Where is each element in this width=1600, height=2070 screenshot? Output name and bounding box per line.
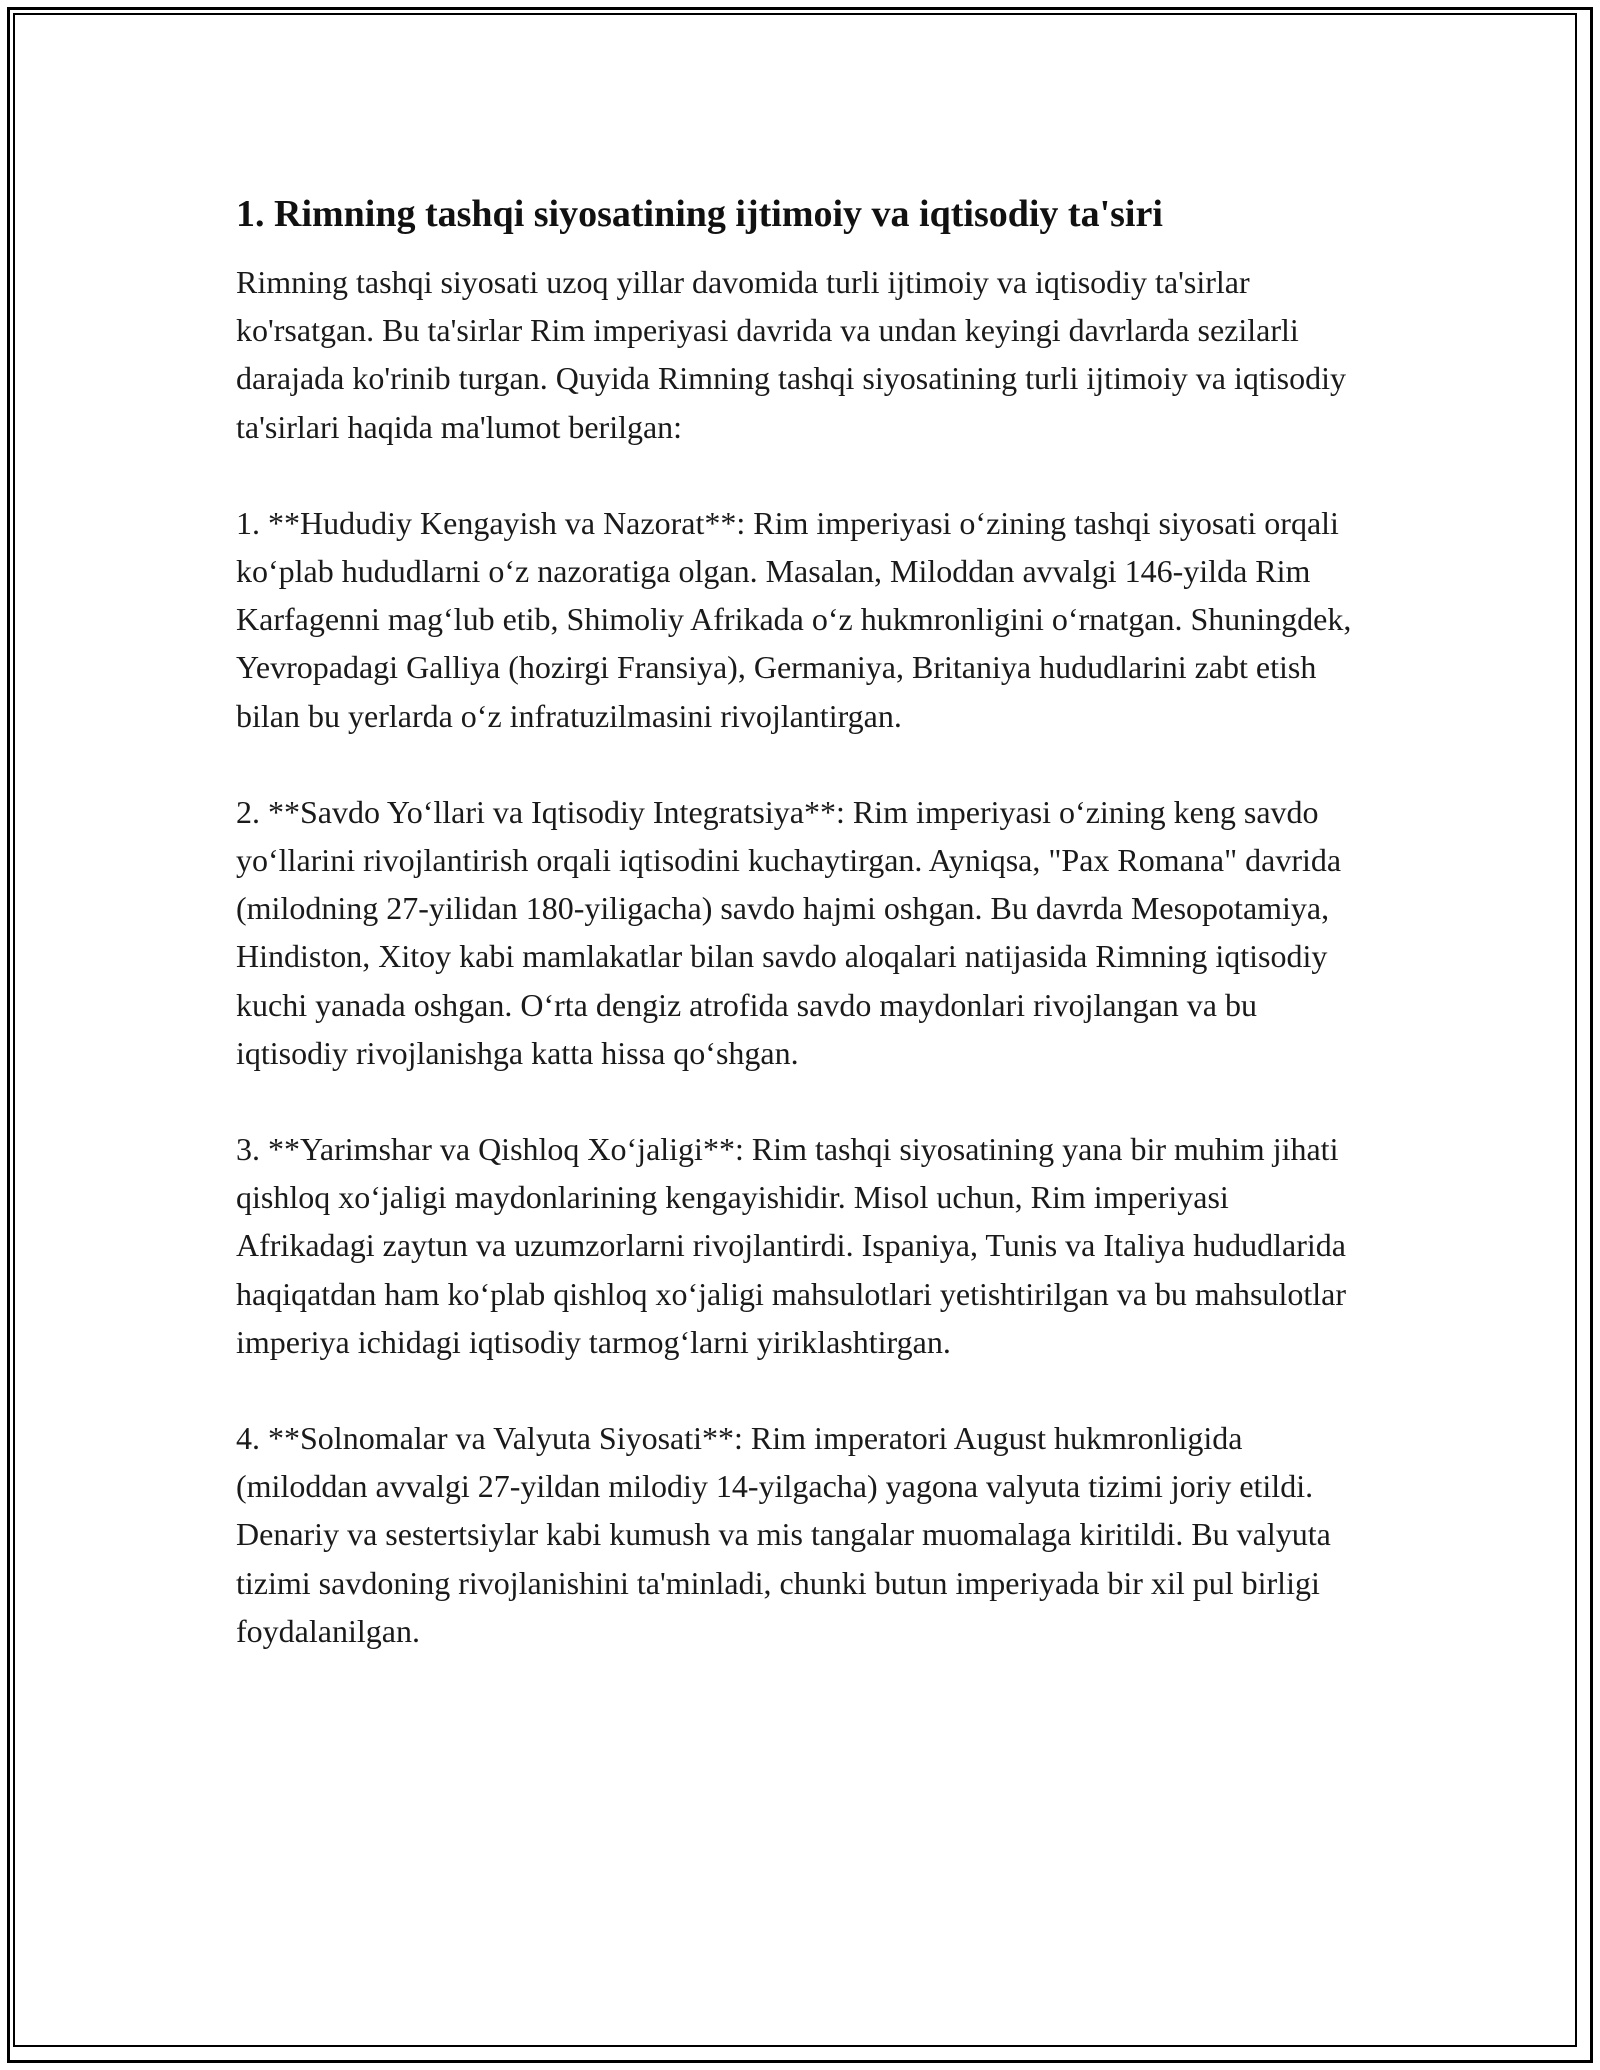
intro-paragraph: Rimning tashqi siyosati uzoq yillar davomida turli ijtimoiy va iqtisodiy ta'sirlar ko'rsatgan. Bu ta'sirlar Rim imperiyasi davrida va undan keyingi davrlarda sezilarli darajada ko'rinib turgan. Quyida Rimning tashqi siyosatining turli ijtimoiy va iqtisodiy ta'sirlari haqida ma'lumot berilgan: — [236, 264, 1346, 445]
paragraph-agriculture: 3. **Yarimshar va Qishloq Xo‘jaligi**: Rim tashqi siyosatining yana bir muhim jihati qishloq xo‘jaligi maydonlarining kengayishidir. Misol uchun, Rim imperiyasi Afrikadagi zaytun va uzumzorlarni rivojlantirdi. Ispaniya, Tunis va Italiya hududlarida haqiqatdan ham ko‘plab qishloq xo‘jaligi mahsulotlari yetishtirilgan va bu mahsulotlar imperiya ichidagi iqtisodiy tarmog‘larni yiriklashtirgan. — [236, 1131, 1346, 1360]
paragraph-territorial-expansion: 1. **Hududiy Kengayish va Nazorat**: Rim imperiyasi o‘zining tashqi siyosati orqali ko‘plab hududlarni o‘z nazoratiga olgan. Masalan, Miloddan avvalgi 146-yilda Rim Karfagenni mag‘lub etib, Shimoliy Afrikada o‘z hukmronligini o‘rnatgan. Shuningdek, Yevropadagi Galliya (hozirgi Fransiya), Germaniya, Britaniya hududlarini zabt etish bilan bu yerlarda o‘z infratuzilmasini rivojlantirgan. — [236, 504, 1352, 734]
document-title: 1. Rimning tashqi siyosatining ijtimoiy va iqtisodiy ta'siri — [236, 193, 1163, 235]
paragraph-trade-routes: 2. **Savdo Yo‘llari va Iqtisodiy Integratsiya**: Rim imperiyasi o‘zining keng savdo yo‘llarini rivojlantirish orqali iqtisodini kuchaytirgan. Ayniqsa, "Pax Romana" davrida (milodning 27-yilidan 180-yiligacha) savdo hajmi oshgan. Bu davrda Mesopotamiya, Hindiston, Xitoy kabi mamlakatlar bilan savdo aloqalari natijasida Rimning iqtisodiy kuchi yanada oshgan. O‘rta dengiz atrofida savdo maydonlari rivojlangan va bu iqtisodiy rivojlanishga katta hissa qo‘shgan. — [236, 793, 1342, 1071]
paragraph-currency-policy: 4. **Solnomalar va Valyuta Siyosati**: Rim imperatori August hukmronligida (miloddan avvalgi 27-yildan milodiy 14-yilgacha) yagona valyuta tizimi joriy etildi. Denariy va sestertsiylar kabi kumush va mis tangalar muomalaga kiritildi. Bu valyuta tizimi savdoning rivojlanishini ta'minladi, chunki butun imperiyada bir xil pul birligi foydalanilgan. — [236, 1420, 1331, 1649]
document-body — [236, 184, 1366, 1703]
